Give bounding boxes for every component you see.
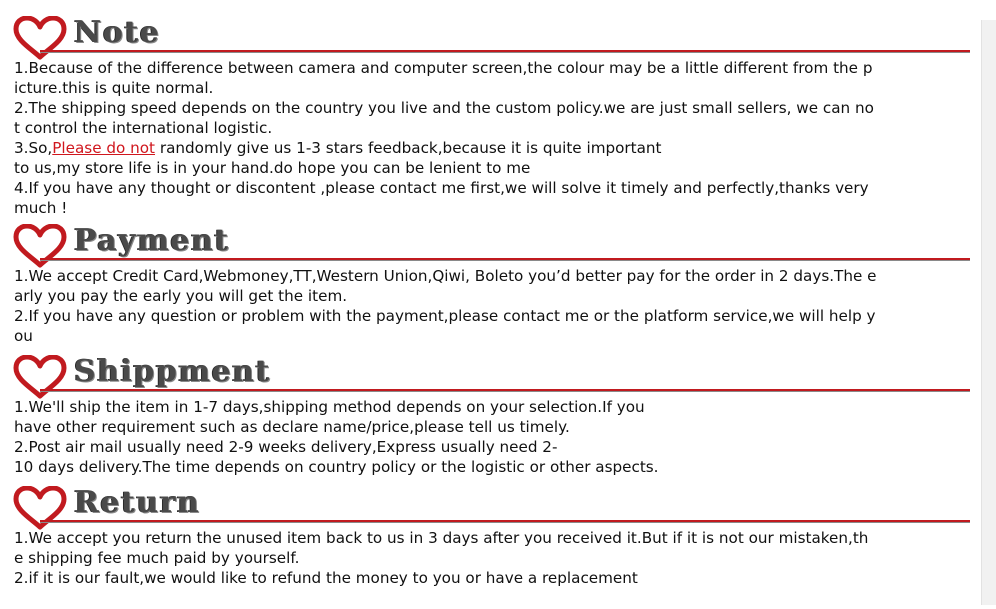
payment-section: [0, 222, 982, 346]
note-line: 2.The shipping speed depends on the country you live and the custom policy.we are just small sellers, we can no: [14, 99, 874, 117]
note-line: t control the international logistic.: [14, 119, 273, 137]
note-line: to us,my store life is in your hand.do hope you can be lenient to me: [14, 159, 531, 177]
heart-icon: [12, 355, 68, 399]
note-body: [0, 58, 982, 218]
return-line: 1.We accept you return the unused item back to us in 3 days after you received it.But if it is not our mistaken,th: [14, 529, 869, 547]
shippment-section: [0, 353, 982, 477]
page-edge-strip: [981, 20, 996, 605]
note-line: [14, 138, 982, 158]
please-do-not-link[interactable]: Please do not: [52, 139, 156, 157]
payment-line: 2.If you have any question or problem with the payment,please contact me or the platform service,we will help y: [14, 307, 876, 325]
shippment-line: 10 days delivery.The time depends on country policy or the logistic or other aspects.: [14, 458, 659, 476]
shippment-divider: [40, 389, 970, 392]
payment-line: ou: [14, 327, 33, 345]
payment-header: [0, 222, 982, 266]
return-body: [0, 528, 982, 588]
shippment-line: have other requirement such as declare name/price,please tell us timely.: [14, 418, 570, 436]
payment-divider: [40, 258, 970, 261]
return-title: Return: [74, 485, 201, 520]
payment-line: 1.We accept Credit Card,Webmoney,TT,Western Union,Qiwi, Boleto you’d better pay for the order in 2 days.The e: [14, 267, 877, 285]
payment-body: [0, 266, 982, 346]
return-divider: [40, 520, 970, 523]
return-line: e shipping fee much paid by yourself.: [14, 549, 300, 567]
heart-icon: [12, 486, 68, 530]
heart-icon: [12, 224, 68, 268]
shippment-body: [0, 397, 982, 477]
note-title: Note: [74, 15, 161, 50]
shippment-line: 1.We'll ship the item in 1-7 days,shipping method depends on your selection.If you: [14, 398, 645, 416]
note-line-suffix: randomly give us 1-3 stars feedback,because it is quite important: [155, 139, 662, 157]
return-section: [0, 484, 982, 588]
payment-line: arly you pay the early you will get the item.: [14, 287, 348, 305]
return-header: [0, 484, 982, 528]
shippment-header: [0, 353, 982, 397]
note-divider: [40, 50, 970, 53]
return-line: 2.if it is our fault,we would like to refund the money to you or have a replacement: [14, 569, 638, 587]
shippment-line: 2.Post air mail usually need 2-9 weeks delivery,Express usually need 2-: [14, 438, 558, 456]
note-line: much !: [14, 199, 68, 217]
note-section: [0, 14, 982, 218]
heart-icon: [12, 16, 68, 60]
note-line: 1.Because of the difference between camera and computer screen,the colour may be a little different from the p: [14, 59, 873, 77]
note-header: [0, 14, 982, 58]
shippment-title: Shippment: [74, 354, 271, 389]
note-line: 4.If you have any thought or discontent ,please contact me first,we will solve it timely and perfectly,thanks very: [14, 179, 869, 197]
note-line: icture.this is quite normal.: [14, 79, 214, 97]
payment-title: Payment: [74, 223, 230, 258]
note-line-prefix: 3.So,: [14, 139, 53, 157]
